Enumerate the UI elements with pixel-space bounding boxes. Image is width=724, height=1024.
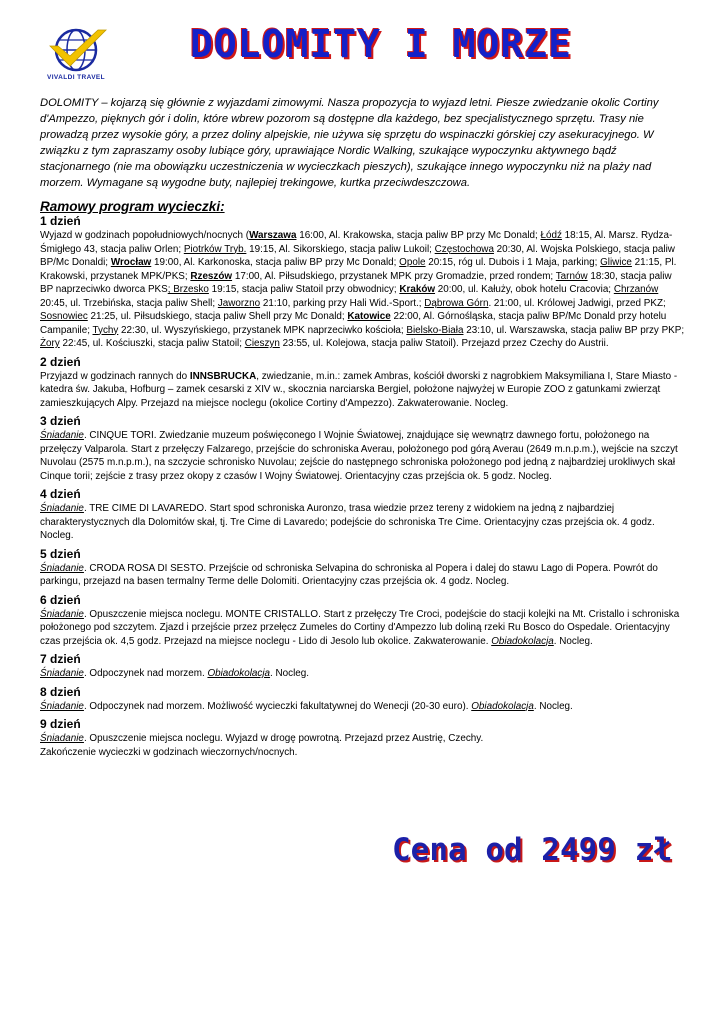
program-title: Ramowy program wycieczki: xyxy=(40,199,225,214)
styled-text: Śniadanie xyxy=(40,700,84,712)
styled-text: Gliwice xyxy=(600,257,632,268)
styled-text: Śniadanie xyxy=(40,608,84,620)
styled-text: Rzeszów xyxy=(190,270,233,282)
day-heading: 9 dzień xyxy=(40,717,81,731)
styled-text: Wrocław xyxy=(110,257,152,268)
styled-text: ; Brzesko xyxy=(167,284,209,295)
styled-text: Tychy xyxy=(92,324,119,336)
styled-text: Częstochowa xyxy=(434,243,494,255)
day-heading: 6 dzień xyxy=(40,592,81,607)
text-segment: . CINQUE TORI. Zwiedzanie muzeum poświęconego I Wojnie Światowej, znajdujące się wewnątrz dawnego fortu, położonego na przełęczy Valparola. Start z przełęczy Falzarego, przejście do schroniska Averau, położonego pod górą Averau (2649 m.n.p.m.), wejście na szczyt Nuvolau (2575 m.n.p.m.), na szczycie schronisko Nuvolau; zejście do następnego schroniska położonego pod jedną z najbardziej urokliwych skał Cinque torii; zejście z trasy przez okopy z czasów I Wojny Światowej. Orientacyjny czas przejścia ok. 5 godz. Nocleg. xyxy=(40,430,678,482)
price-banner: Cena od 2499 zł xyxy=(392,832,672,868)
text-segment: 19:15, stacja paliw Statoil przy obwodnicy; xyxy=(208,284,400,295)
text-segment: 21:15, Pl. Krakowski, przystanek MPK/PKS; xyxy=(40,257,677,282)
text-segment: . Opuszczenie miejsca noclegu. Wyjazd w drogę powrotną. Przejazd przez Austrię, Czechy. xyxy=(83,733,484,744)
styled-text: Sosnowiec xyxy=(40,311,88,322)
text-segment: 22:00, Al. Górnośląska, stacja paliw BP/Mc Donald przy hotelu Campanile; xyxy=(40,311,667,336)
day-heading: 2 dzień xyxy=(40,354,81,369)
styled-text: Piotrków Tryb. xyxy=(183,243,247,255)
styled-text: Kraków xyxy=(399,284,436,295)
styled-text: Katowice xyxy=(347,311,391,322)
styled-text: INNSBRUCKA xyxy=(189,370,257,382)
text-segment: Wyjazd w godzinach popołudniowych/nocnych ( xyxy=(40,230,250,241)
intro-paragraph: DOLOMITY – kojarzą się głównie z wyjazdami zimowymi. Nasza propozycja to wyjazd letni. Piesze zwiedzanie okolic Cortiny d'Ampezzo, pięknych gór i dolin, które wbrew pozorom są dostępne dla każdego, bez specjalistycznego sprzętu. Trasy nie prowadzą przez wysokie góry, a przez doliny alpejskie, nie używa się sprzętu do wspinaczki górskiej czy asekuracyjnego. W związku z tym zapraszamy osoby lubiące góry, uprawiające Nordic Walking, szukające wypoczynku aktywnego bądź stacjonarnego (nie ma obowiązku uczestniczenia w wycieczkach pieszych), szukające innego wypoczynku niż na plaży nad morzem. Wymagane są wygodne buty, najlepiej trekingowe, kurtka przeciwdeszczowa. xyxy=(40,97,659,189)
day-description xyxy=(40,229,686,351)
styled-text: Obiadokolacja xyxy=(207,668,271,679)
day-list xyxy=(40,214,686,759)
styled-text: Śniadanie xyxy=(40,503,84,514)
styled-text: Dąbrowa Górn xyxy=(424,297,489,309)
day-heading: 1 dzień xyxy=(40,214,81,228)
logo xyxy=(36,26,116,86)
text-segment: . 21:00, ul. Królowej Jadwigi, przed PKZ; xyxy=(488,297,666,309)
content xyxy=(40,95,686,763)
day-description xyxy=(40,502,686,543)
text-segment: 17:00, Al. Piłsudskiego, przystanek MPK przy Gromadzie, przed rondem; xyxy=(232,270,556,282)
day-description xyxy=(40,732,686,759)
text-segment: 23:55, ul. Kolejowa, stacja paliw Statoil). Przejazd przez Czechy do Austrii. xyxy=(279,338,609,349)
styled-text: Śniadanie xyxy=(40,668,84,679)
day-description xyxy=(40,667,686,681)
styled-text: Śniadanie xyxy=(40,562,84,574)
text-segment: . TRE CIME DI LAVAREDO. Start spod schroniska Auronzo, trasa wiedzie przez tereny z widokiem na jedną z najbardziej charakterystycznych dla Dolomitów skał, tj. Tre Cime di Lavaredo; podejście do schroniska Tre Cime. Orientacyjny czas przejścia ok. 4 godz. Nocleg. xyxy=(40,503,655,541)
text-segment: 20:45, ul. Trzebińska, stacja paliw Shell; xyxy=(40,297,218,309)
text-segment: 21:25, ul. Piłsudskiego, stacja paliw Shell przy Mc Donald; xyxy=(87,311,348,322)
day-description xyxy=(40,608,686,649)
styled-text: Śniadanie xyxy=(40,430,84,441)
styled-text: Obiadokolacja xyxy=(471,700,534,712)
text-segment: . Nocleg. xyxy=(553,635,593,647)
day-heading: 5 dzień xyxy=(40,546,81,561)
text-segment: 20:30, Al. Wojska Polskiego, stacja paliw BP/Mc Donaldi; xyxy=(40,243,675,268)
styled-text: Żory xyxy=(40,338,60,349)
day-heading: 7 dzień xyxy=(40,652,81,666)
logo-text: VIVALDI TRAVEL xyxy=(46,74,106,81)
day-description xyxy=(40,562,686,589)
text-segment: 22:30, ul. Wyszyńskiego, przystanek MPK naprzeciwko kościoła; xyxy=(118,324,407,336)
text-segment: 16:00, Al. Krakowska, stacja paliw BP przy Mc Donald; xyxy=(296,230,541,241)
text-segment: 22:45, ul. Kościuszki, stacja paliw Statoil; xyxy=(59,338,245,349)
styled-text: Obiadokolacja xyxy=(491,635,554,647)
day-heading: 4 dzień xyxy=(40,487,81,501)
page-title: DOLOMITY I MORZE xyxy=(190,22,573,66)
styled-text: Chrzanów xyxy=(613,284,659,295)
text-segment: , zwiedzanie, m.in.: zamek Ambras, kościół dworski z nagrobkiem Maksymiliana I, Stare Miasto - katedra św. Jakuba, Hofburg – zamek cesarski z XIV w., skocznia narciarska Bergiel, położone najwyżej w Europie ZOO z gatunkami zwierząt zamieszkujących Alpy. Przejazd na miejsce noclegu (okolice Cortiny d'Ampezzo). Zakwaterowanie. Nocleg. xyxy=(40,370,678,409)
text-segment: . Nocleg. xyxy=(270,668,310,679)
day-heading: 8 dzień xyxy=(40,684,81,699)
text-segment: Zakończenie wycieczki w godzinach wieczornych/nocnych. xyxy=(40,746,298,758)
text-segment: Przyjazd w godzinach rannych do xyxy=(40,370,190,382)
text-segment: 21:10, parking przy Hali Wid.-Sport.; xyxy=(260,297,425,309)
text-segment: 18:30, stacja paliw BP naprzeciwko dworca PKS xyxy=(40,270,672,295)
text-segment: 18:15, Al. Marsz. Rydza-Śmigłego 43, stacja paliw Orlen; xyxy=(40,230,673,255)
text-segment: . CRODA ROSA DI SESTO. Przejście od schroniska Selvapina do schroniska al Popera i dalej do stawu Lago di Popera. Powrót do parkingu, przejazd na basen termalny Terme delle Dolomiti. Orientacyjny czas przejścia ok. 4 godz. Nocleg. xyxy=(40,562,658,587)
day-description xyxy=(40,429,686,483)
day-heading: 3 dzień xyxy=(40,414,81,428)
styled-text: Warszawa xyxy=(249,230,297,241)
styled-text: Śniadanie xyxy=(40,733,84,744)
text-segment: . Opuszczenie miejsca noclegu. MONTE CRISTALLO. Start z przełęczy Tre Croci, podejście do stacji kolejki na Mt. Cristallo i schroniska położonego pod szczytem. Zjazd i przejście przez przełęcz Zumeles do Cortiny d'Ampezzo lub doliną rzeki Ru Bosco do Ospedale. Orientacyjny czas przejścia ok. 4,5 godz. Przejazd na miejsce noclegu - Lido di Jesolo lub okolice. Zakwaterowanie. xyxy=(40,608,680,647)
text-segment: . Odpoczynek nad morzem. Możliwość wycieczki fakultatywnej do Wenecji (20-30 euro). xyxy=(83,700,472,712)
styled-text: Łódź xyxy=(540,230,562,241)
text-segment: 23:10, ul. Warszawska, stacja paliw BP przy PKP; xyxy=(463,324,685,336)
styled-text: Tarnów xyxy=(555,270,588,282)
styled-text: Cieszyn xyxy=(244,338,280,349)
text-segment: 20:00, ul. Kałuży, obok hotelu Cracovia; xyxy=(435,284,614,295)
text-segment: 19:00, Al. Karkonoska, stacja paliw BP przy Mc Donald; xyxy=(151,257,400,268)
styled-text: Opole xyxy=(399,257,426,268)
day-description xyxy=(40,700,686,714)
text-segment: 20:15, róg ul. Dubois i 1 Maja, parking; xyxy=(425,257,601,268)
styled-text: Bielsko-Biała xyxy=(406,324,464,336)
styled-text: Jaworzno xyxy=(217,297,261,309)
text-segment: . Odpoczynek nad morzem. xyxy=(83,668,208,679)
vivaldi-travel-logo-icon xyxy=(36,26,116,74)
text-segment: . Nocleg. xyxy=(533,700,573,712)
day-description xyxy=(40,370,686,411)
text-segment: 19:15, Al. Sikorskiego, stacja paliw Lukoil; xyxy=(246,243,435,255)
